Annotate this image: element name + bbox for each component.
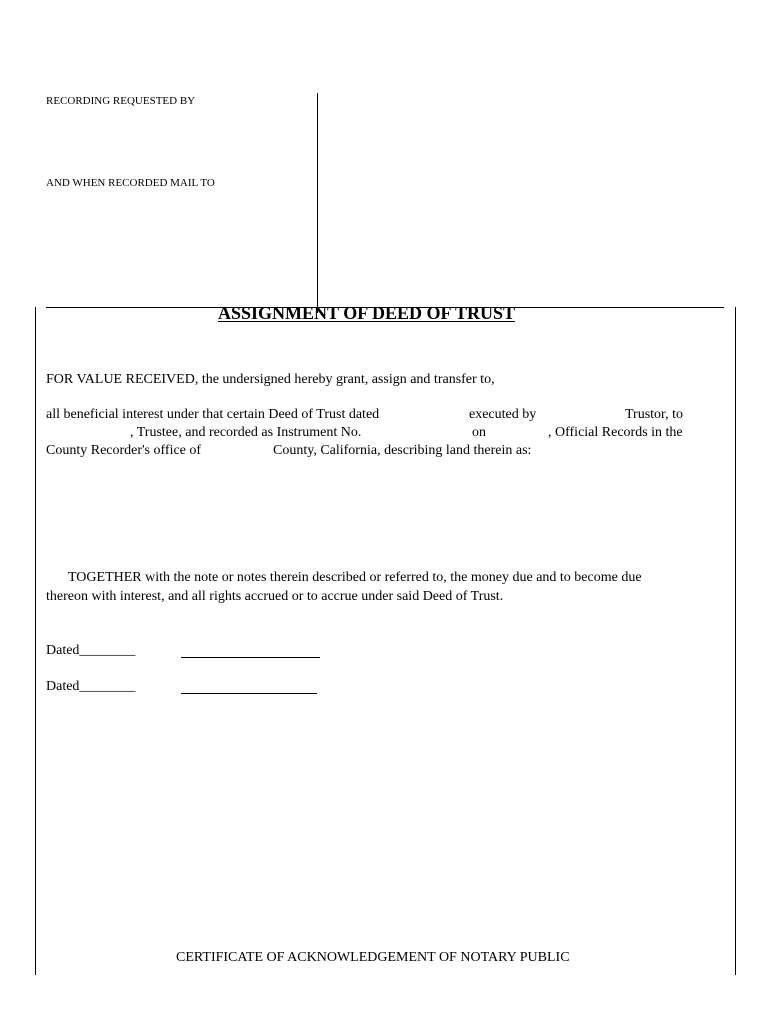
dated-label-1: Dated________ — [46, 643, 136, 658]
right-border-line — [735, 307, 736, 975]
executed-by-text: executed by — [469, 407, 537, 422]
left-border-line — [35, 307, 36, 975]
county-california-text: County, California, describing land therein as: — [273, 443, 532, 458]
county-recorder-office-text: County Recorder's office of — [46, 443, 202, 458]
together-text-line-2: thereon with interest, and all rights accrued or to accrue under said Deed of Trust. — [46, 589, 504, 604]
trustor-to-text: Trustor, to — [625, 407, 684, 422]
document-title: ASSIGNMENT OF DEED OF TRUST — [218, 303, 516, 323]
dated-label-2: Dated________ — [46, 679, 136, 694]
when-recorded-mail-to-label: AND WHEN RECORDED MAIL TO — [46, 177, 215, 189]
official-records-text: , Official Records in the — [548, 425, 683, 440]
together-text-line-1: TOGETHER with the note or notes therein described or referred to, the money due and to become due — [68, 570, 642, 585]
trustee-recorded-text: , Trustee, and recorded as Instrument No. — [130, 425, 362, 440]
deed-of-trust-dated-text: all beneficial interest under that certain Deed of Trust dated — [46, 407, 380, 422]
header-vertical-divider — [317, 93, 318, 313]
for-value-received-text: FOR VALUE RECEIVED, the undersigned hereby grant, assign and transfer to, — [46, 372, 495, 387]
recording-requested-by-label: RECORDING REQUESTED BY — [46, 95, 196, 107]
on-text: on — [472, 425, 486, 440]
signature-line-1 — [181, 657, 320, 658]
notary-certificate-heading: CERTIFICATE OF ACKNOWLEDGEMENT OF NOTARY PUBLIC — [176, 950, 570, 965]
signature-line-2 — [181, 693, 317, 694]
